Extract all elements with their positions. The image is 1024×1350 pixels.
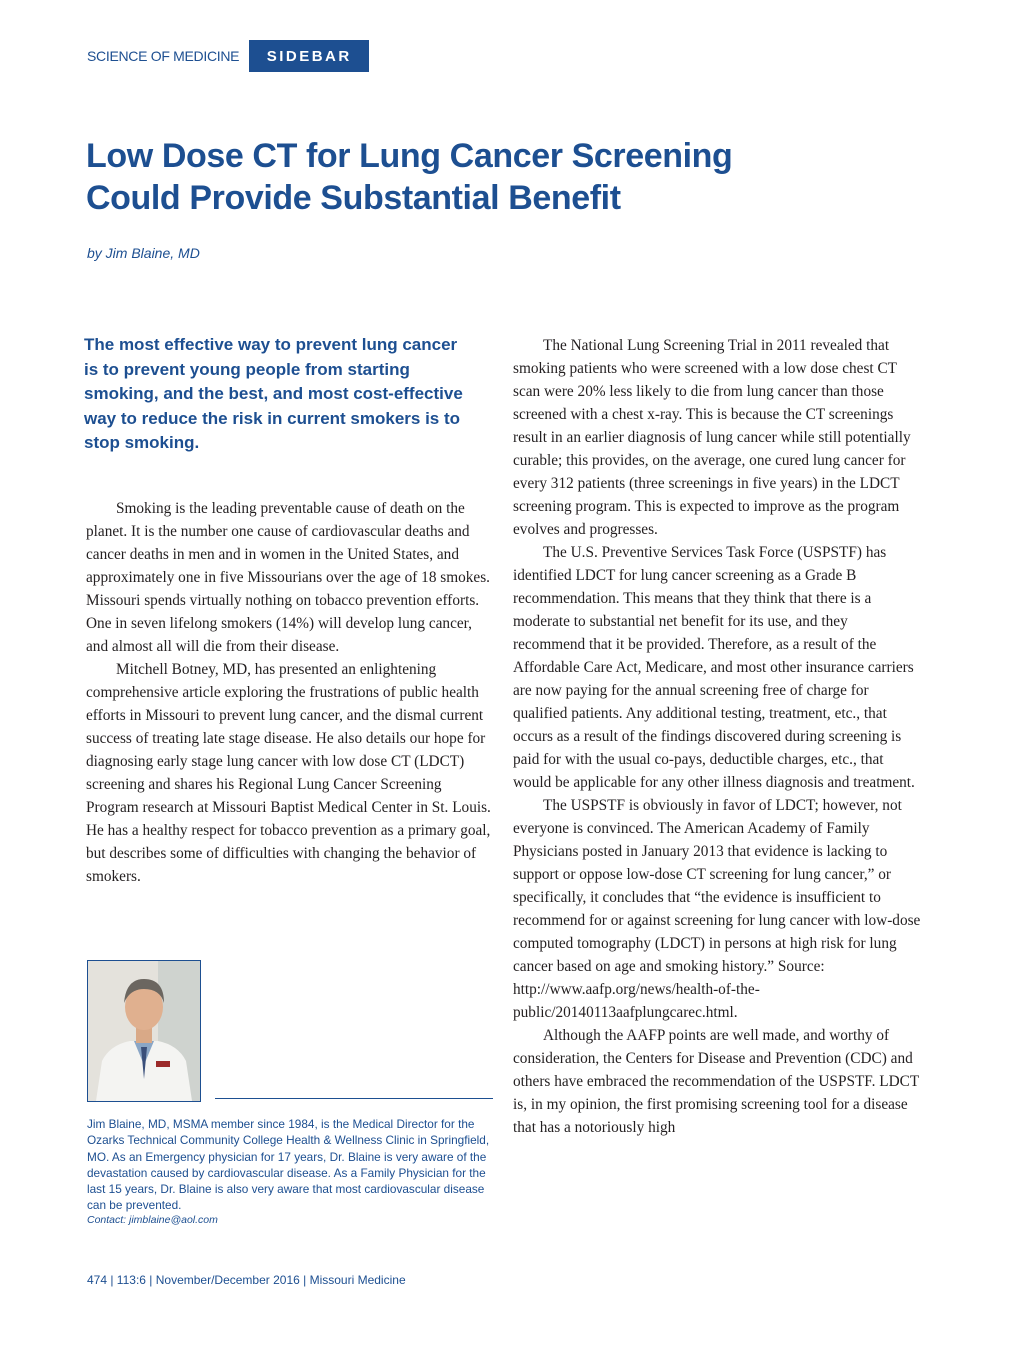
body-paragraph: The USPSTF is obviously in favor of LDCT; however, not everyone is convinced. The American Academy of Family Physicians posted in January 2013 that evidence is lacking to support or oppose low-dose CT screening for lung cancer,” or specifically, it concludes that “the evidence is insufficient to recommend for or against screening for lung cancer with low-dose computed tomography (LDCT) in persons at high risk for lung cancer based on age and smoking history.” Source: http://www.aafp.org/news/health-of-the-public/20140113aafplungcarec.html. bbox=[513, 797, 921, 1021]
pull-quote: The most effective way to prevent lung cancer is to prevent young people from starting smoking, and the best, and most cost-effective way to reduce the risk in current smokers is to stop smoking. bbox=[84, 335, 463, 452]
byline: by Jim Blaine, MD bbox=[87, 245, 200, 261]
author-contact: Contact: jimblaine@aol.com bbox=[87, 1214, 218, 1226]
article-title bbox=[86, 135, 846, 219]
section-label: SCIENCE OF MEDICINE bbox=[87, 48, 240, 64]
body-paragraph: The National Lung Screening Trial in 2011 revealed that smoking patients who were screened with a low dose chest CT scan were 20% less likely to die from lung cancer than those screened with a chest x-ray. This is because the CT screenings result in an earlier diagnosis of lung cancer while still potentially curable; this provides, on the average, one cured lung cancer for every 312 patients (three screenings in five years) in the LDCT screening program. This is expected to improve as the program evolves and progresses. bbox=[513, 337, 911, 538]
author-bio: Jim Blaine, MD, MSMA member since 1984, is the Medical Director for the Ozarks Technical Community College Health & Wellness Clinic in Springfield, MO. As an Emergency physician for 17 years, Dr. Blaine is very aware of the devastation caused by cardiovascular disease. As a Family Physician for the last 15 years, Dr. Blaine is also very aware that most cardiovascular disease can be prevented. bbox=[87, 1117, 490, 1213]
body-paragraph: Smoking is the leading preventable cause of death on the planet. It is the number one cause of cardiovascular deaths and cancer deaths in men and in women in the United States, and approximately one in five Missourians over the age of 18 smokes. Missouri spends virtually nothing on tobacco prevention efforts. One in seven lifelong smokers (14%) will develop lung cancer, and almost all will die from their disease. bbox=[86, 500, 491, 655]
right-column bbox=[513, 334, 923, 1139]
author-portrait-image bbox=[88, 961, 200, 1101]
article-title-line-2: Could Provide Substantial Benefit bbox=[86, 179, 621, 217]
page-footer: 474 | 113:6 | November/December 2016 | Missouri Medicine bbox=[87, 1273, 406, 1287]
body-paragraph: Mitchell Botney, MD, has presented an enlightening comprehensive article exploring the frustrations of public health efforts in Missouri to prevent lung cancer, and the dismal current success of treating late stage disease. He also details our hope for diagnosing early stage lung cancer with low dose CT (LDCT) screening and shares his Regional Lung Cancer Screening Program research at Missouri Baptist Medical Center in St. Louis. He has a healthy respect for tobacco prevention as a primary goal, but describes some of difficulties with changing the behavior of smokers. bbox=[86, 661, 491, 885]
body-paragraph: The U.S. Preventive Services Task Force (USPSTF) has identified LDCT for lung cancer screening as a Grade B recommendation. This means that they think that there is a moderate to substantial net benefit for its use, and they recommend that it be provided. Therefore, as a result of the Affordable Care Act, Medicare, and most other insurance carriers are now paying for the annual screening free of charge for qualified patients. Any additional testing, treatment, etc., that occurs as a result of the findings discovered during screening is paid for with the usual co-pays, deductible charges, etc., that would be applicable for any other illness diagnosis and treatment. bbox=[513, 544, 915, 791]
article-title-line-1: Low Dose CT for Lung Cancer Screening bbox=[86, 137, 733, 175]
section-header bbox=[87, 40, 369, 72]
left-column bbox=[86, 497, 494, 888]
body-paragraph: Although the AAFP points are well made, and worthy of consideration, the Centers for Disease and Prevention (CDC) and others have embraced the recommendation of the USPSTF. LDCT is, in my opinion, the first promising screening tool for a disease that has a notoriously high bbox=[513, 1027, 919, 1136]
author-photo bbox=[87, 960, 201, 1102]
caption-divider bbox=[215, 1098, 493, 1099]
sidebar-tag: SIDEBAR bbox=[249, 40, 369, 72]
